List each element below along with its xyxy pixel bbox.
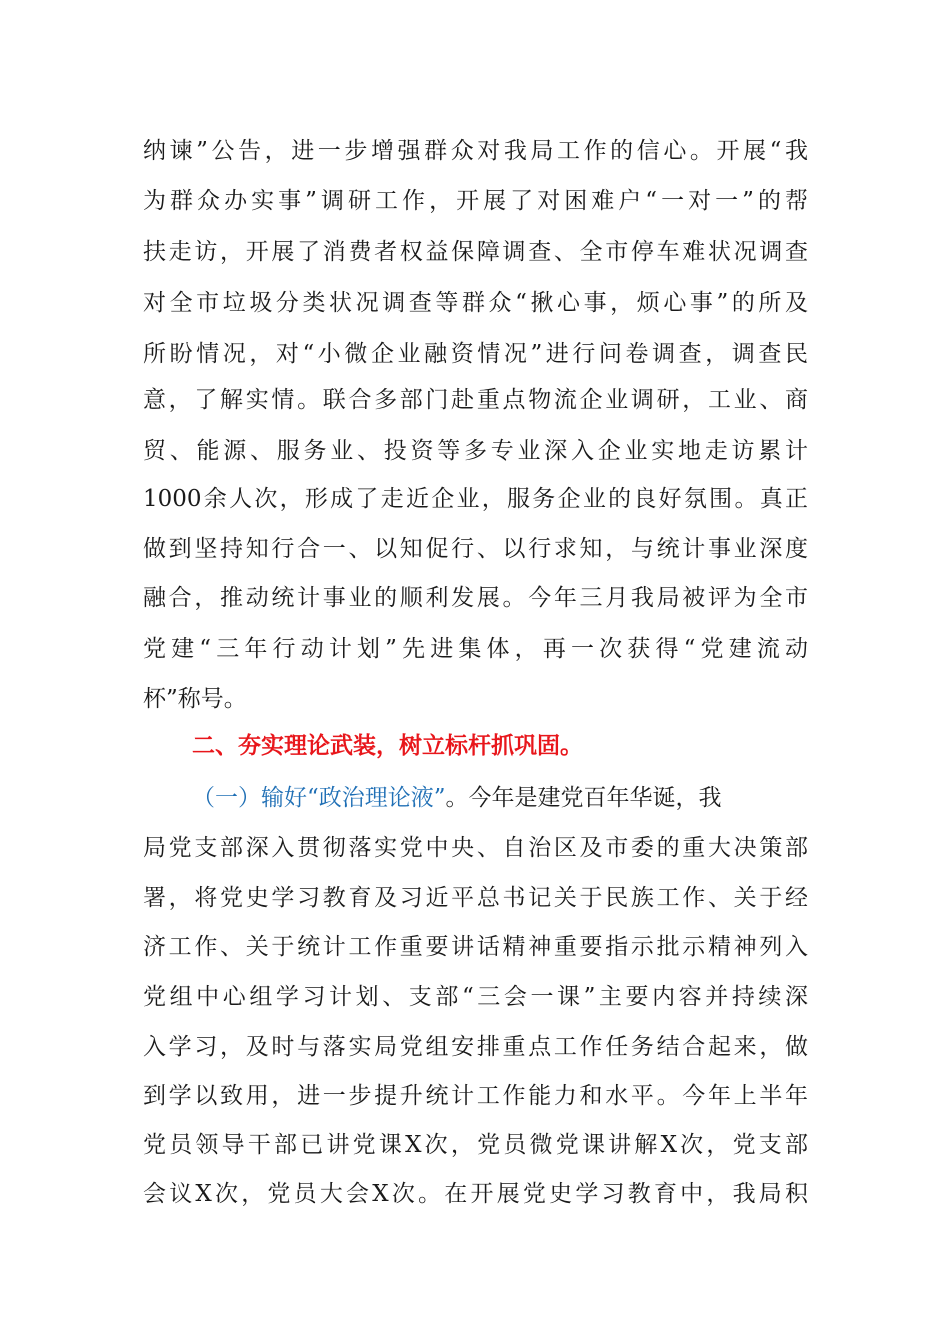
text-line: 党建“三年行动计划”先进集体，再一次获得“党建流动 [143, 636, 808, 662]
text-line: 党员领导干部已讲党课X次，党员微党课讲解X次，党支部 [143, 1132, 808, 1158]
text-line: 贸、能源、服务业、投资等多专业深入企业实地走访累计 [143, 438, 808, 464]
text-line: 署，将党史学习教育及习近平总书记关于民族工作、关于经 [143, 885, 808, 911]
text-line: 为群众办实事”调研工作，开展了对困难户“一对一”的帮 [143, 188, 808, 214]
text-line: 到学以致用，进一步提升统计工作能力和水平。今年上半年 [143, 1083, 808, 1109]
text-line: 1000余人次，形成了走近企业，服务企业的良好氛围。真正 [143, 486, 808, 512]
text-line: 所盼情况，对“小微企业融资情况”进行问卷调查，调查民 [143, 341, 808, 367]
section-heading: 二、夯实理论武装，树立标杆抓巩固。 [192, 733, 583, 759]
text-line: 对全市垃圾分类状况调查等群众“揪心事，烦心事”的所及 [143, 290, 808, 316]
text-line: 纳谏”公告，进一步增强群众对我局工作的信心。开展“我 [143, 138, 808, 164]
text-line: 融合，推动统计事业的顺利发展。今年三月我局被评为全市 [143, 585, 808, 611]
text-line: 党组中心组学习计划、支部“三会一课”主要内容并持续深 [143, 984, 808, 1010]
first-line-rest: 。今年是建党百年华诞，我 [445, 785, 722, 811]
text-line: 扶走访，开展了消费者权益保障调查、全市停车难状况调查 [143, 239, 808, 265]
text-line: 杯”称号。 [143, 686, 247, 712]
text-line: 做到坚持知行合一、以知促行、以行求知，与统计事业深度 [143, 536, 808, 562]
text-line: 入学习，及时与落实局党组安排重点工作任务结合起来，做 [143, 1034, 808, 1060]
text-line: 会议X次，党员大会X次。在开展党史学习教育中，我局积 [143, 1181, 808, 1207]
text-line: 济工作、关于统计工作重要讲话精神重要指示批示精神列入 [143, 934, 808, 960]
text-line: 局党支部深入贯彻落实党中央、自治区及市委的重大决策部 [143, 835, 808, 861]
text-line-first [192, 780, 808, 816]
subheading-label: （一）输好“政治理论液” [192, 785, 446, 811]
text-line: 意，了解实情。联合多部门赴重点物流企业调研，工业、商 [143, 387, 808, 413]
